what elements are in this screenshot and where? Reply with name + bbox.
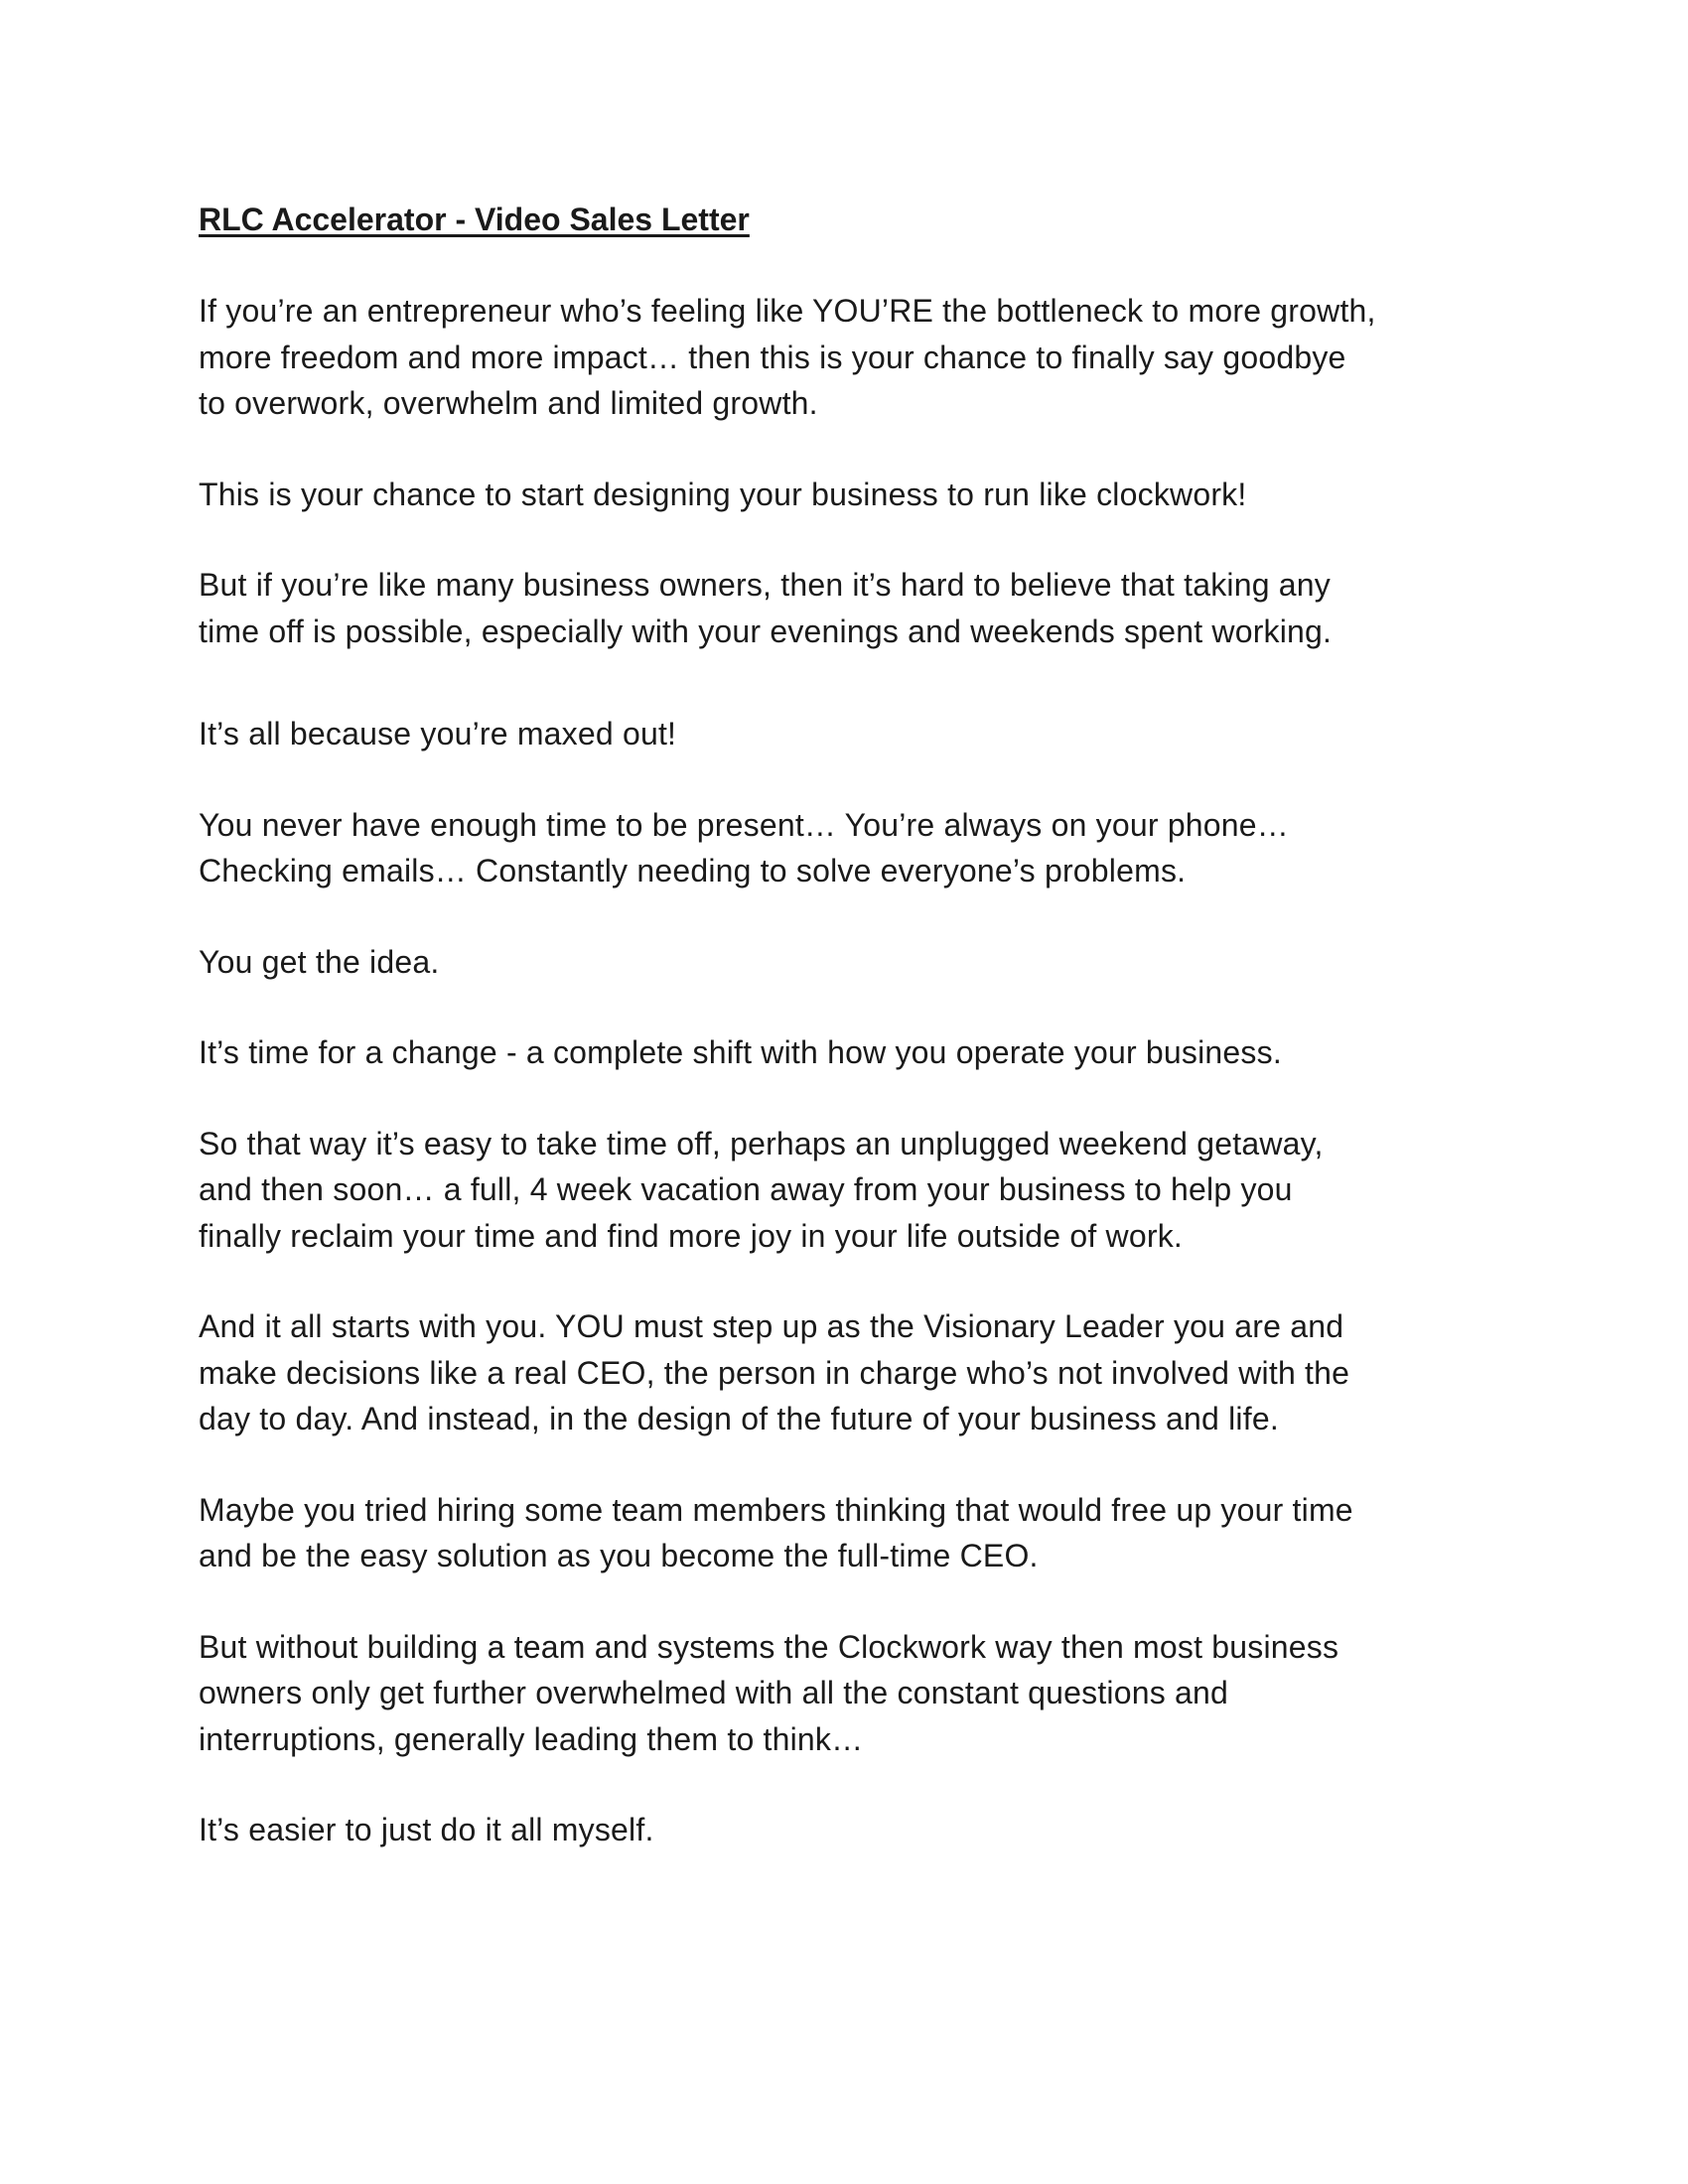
text-line: make decisions like a real CEO, the person in charge who’s not involved with the <box>199 1354 1350 1391</box>
text-line: If you’re an entrepreneur who’s feeling like YOU’RE the bottleneck to more growth, <box>199 293 1376 329</box>
document-title: RLC Accelerator - Video Sales Letter <box>199 202 750 237</box>
text-line: It’s time for a change - a complete shift with how you operate your business. <box>199 1034 1282 1070</box>
text-line: You get the idea. <box>199 943 440 980</box>
paragraph-2 <box>199 472 1489 518</box>
text-line: and be the easy solution as you become the full-time CEO. <box>199 1538 1039 1573</box>
text-line: finally reclaim your time and find more joy in your life outside of work. <box>199 1217 1184 1254</box>
paragraph-7 <box>199 1029 1489 1076</box>
text-line: owners only get further overwhelmed with all the constant questions and <box>199 1675 1228 1710</box>
text-line: time off is possible, especially with your evenings and weekends spent working. <box>199 613 1333 649</box>
text-line: more freedom and more impact… then this is your chance to finally say goodbye <box>199 339 1346 375</box>
paragraph-9 <box>199 1303 1489 1442</box>
paragraph-11 <box>199 1624 1489 1763</box>
paragraph-3 <box>199 562 1489 654</box>
text-line: But if you’re like many business owners, then it’s hard to believe that taking any <box>199 567 1331 603</box>
document-page <box>199 197 1489 1898</box>
text-line: day to day. And instead, in the design of the future of your business and life. <box>199 1401 1279 1436</box>
text-line: and then soon… a full, 4 week vacation away from your business to help you <box>199 1171 1293 1207</box>
paragraph-12 <box>199 1807 1489 1853</box>
paragraph-6 <box>199 939 1489 986</box>
text-line: interruptions, generally leading them to think… <box>199 1720 864 1757</box>
paragraph-4 <box>199 711 1489 757</box>
text-line: Checking emails… Constantly needing to solve everyone’s problems. <box>199 853 1187 888</box>
text-line: But without building a team and systems the Clockwork way then most business <box>199 1628 1339 1665</box>
paragraph-10 <box>199 1487 1489 1579</box>
paragraph-1 <box>199 288 1489 427</box>
text-line: Maybe you tried hiring some team members thinking that would free up your time <box>199 1491 1353 1528</box>
text-line: So that way it’s easy to take time off, perhaps an unplugged weekend getaway, <box>199 1125 1324 1161</box>
paragraph-5 <box>199 802 1489 894</box>
text-line: And it all starts with you. YOU must step up as the Visionary Leader you are and <box>199 1308 1344 1344</box>
text-line: It’s easier to just do it all myself. <box>199 1812 654 1847</box>
text-line: This is your chance to start designing your business to run like clockwork! <box>199 476 1247 512</box>
text-line: to overwork, overwhelm and limited growth. <box>199 385 818 421</box>
text-line: It’s all because you’re maxed out! <box>199 716 677 751</box>
paragraph-8 <box>199 1121 1489 1260</box>
text-line: You never have enough time to be present… You’re always on your phone… <box>199 806 1289 843</box>
